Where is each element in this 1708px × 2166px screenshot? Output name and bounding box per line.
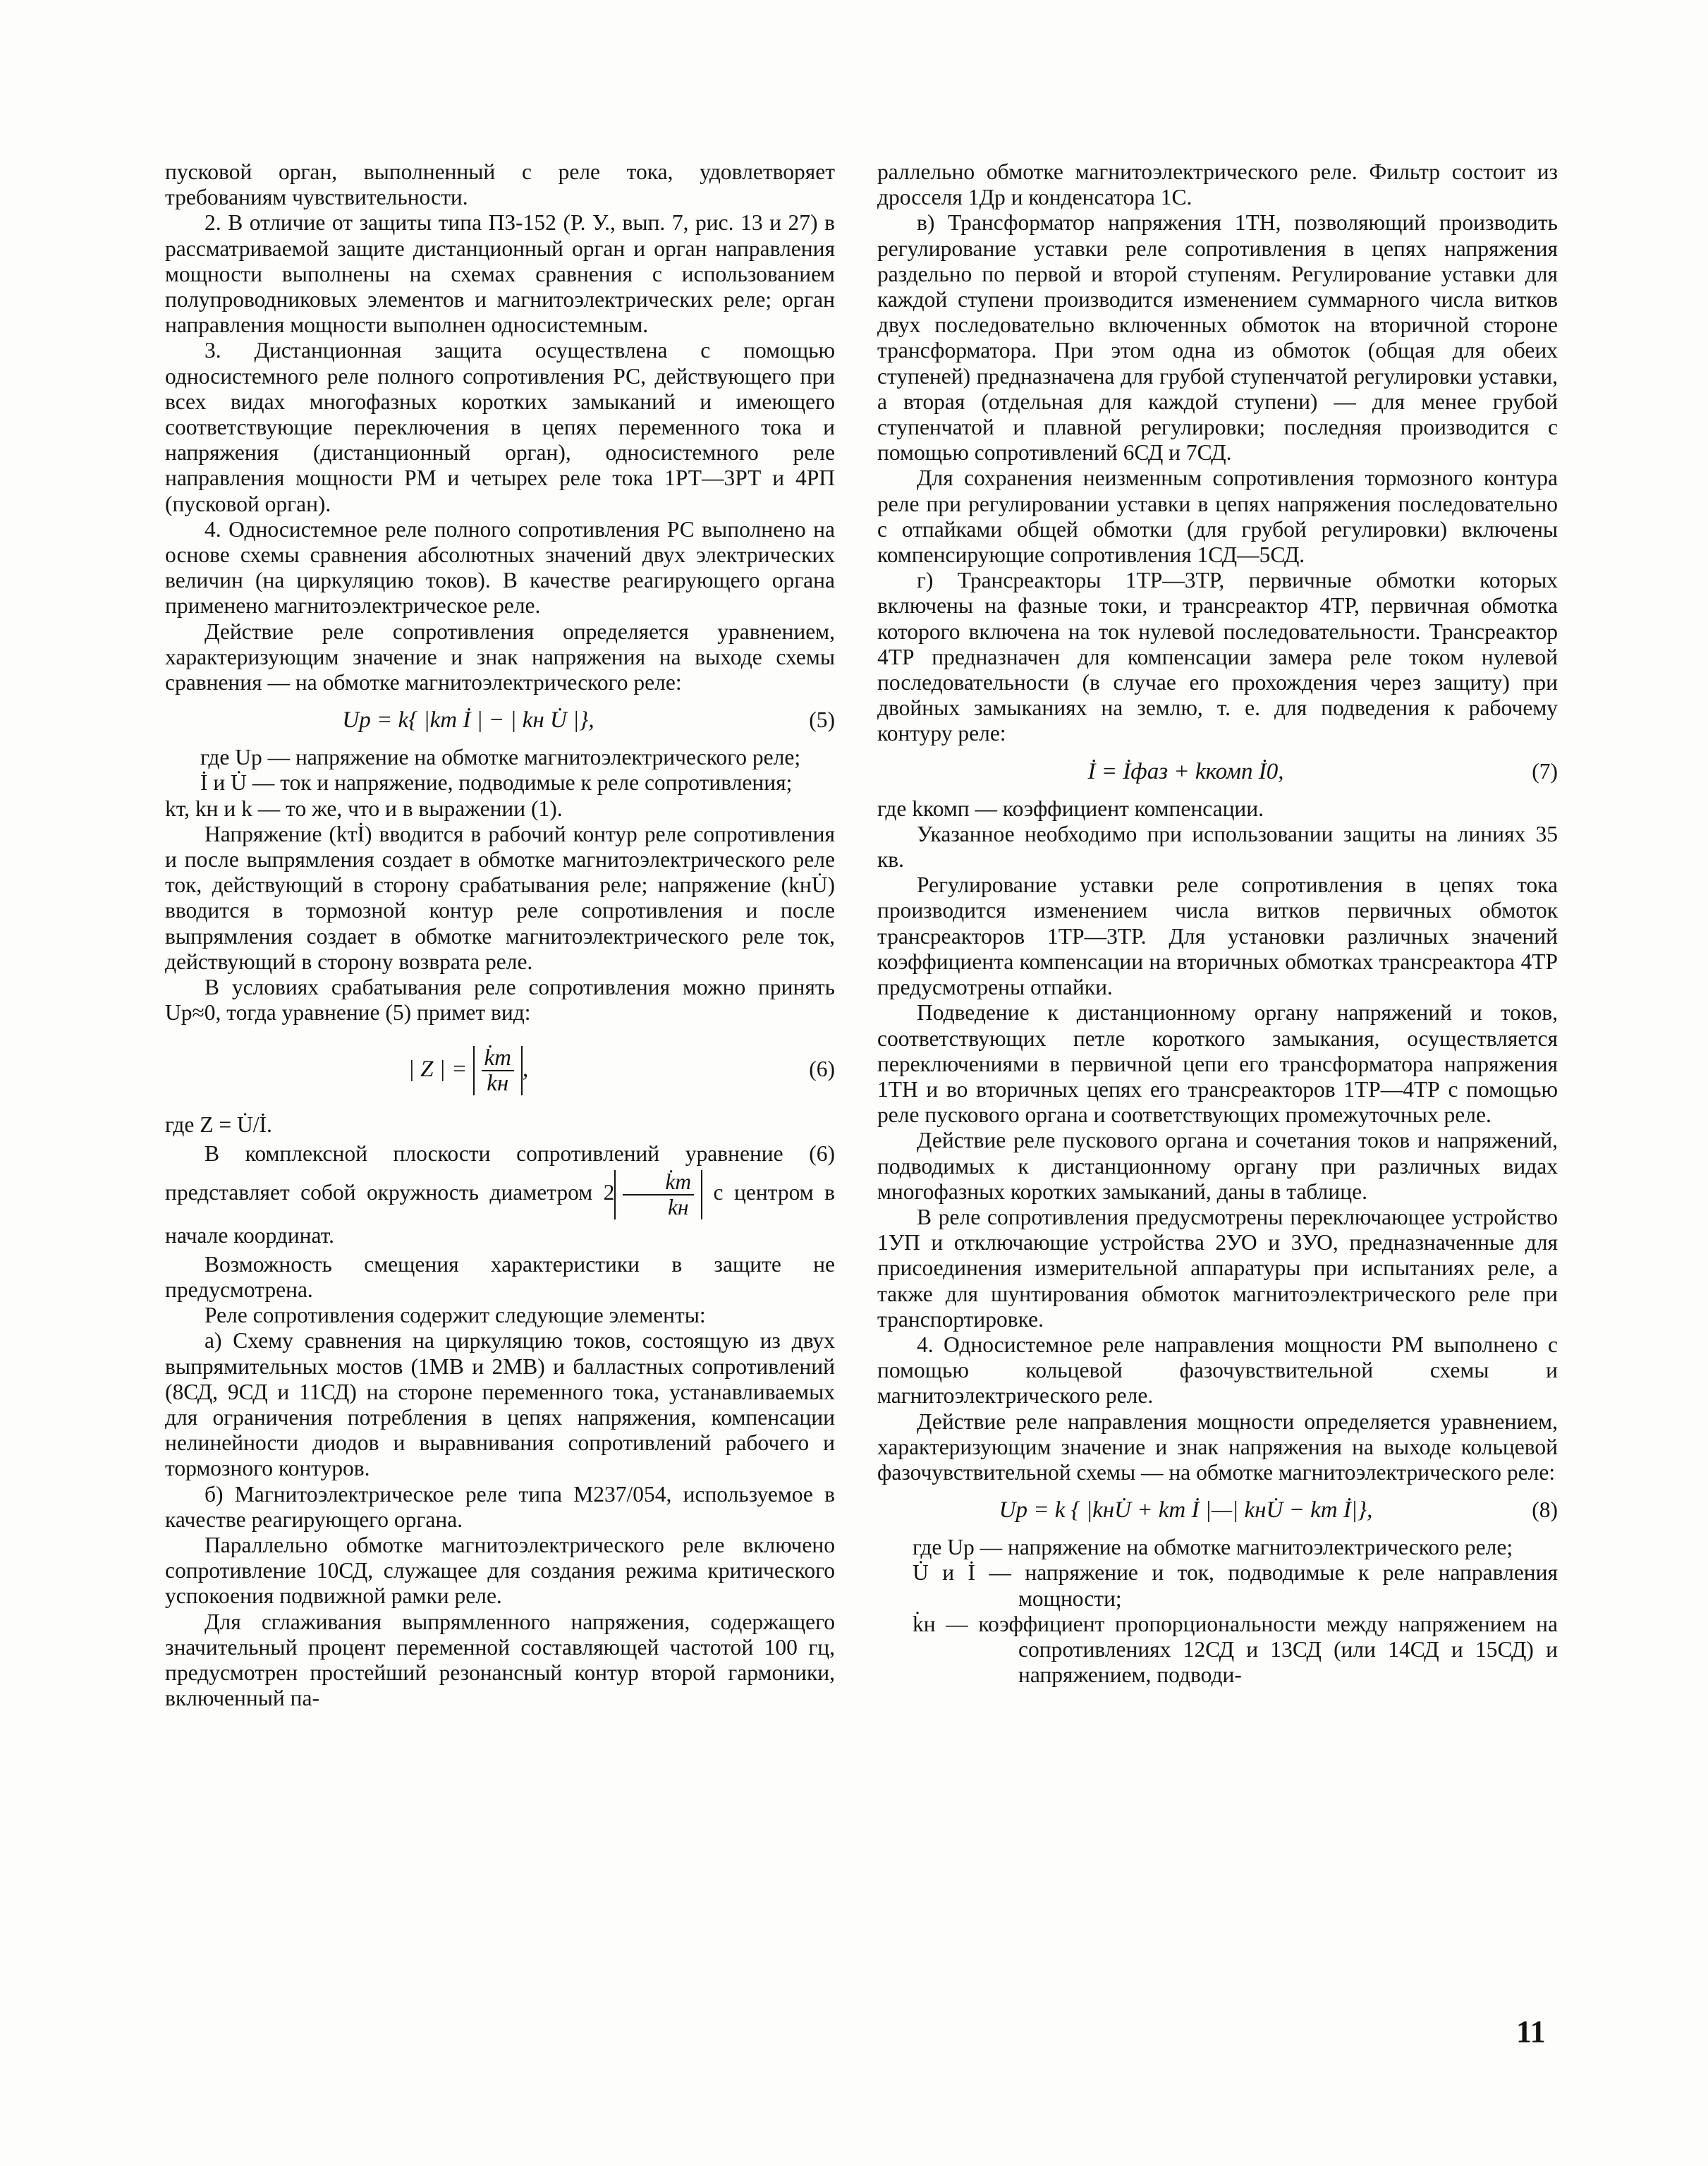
paragraph: б) Магнитоэлектрическое реле типа М237/054, используемое в качестве реагирующего органа. (165, 1481, 835, 1532)
paragraph: г) Трансреакторы 1ТР—3ТР, первичные обмотки которых включены на фазные токи, и трансреактор 4ТР, первичная обмотка которого включена на ток нулевой последовательности. Трансреактор 4ТР предназначен для компенсации замера реле током нулевой последовательности (в случае его прохождения через защиту) при двойных замыканиях на землю, т. е. для подведения к рабочему контуру реле: (877, 568, 1558, 746)
definition: kт, kн и k — то же, что и в выражении (1). (165, 796, 563, 821)
equation-number: (5) (809, 707, 835, 733)
equation-6 (165, 1030, 835, 1108)
equation-7 (877, 751, 1558, 792)
definition: İ и U̇ — ток и напряжение, подводимые к реле сопротивления; (200, 770, 793, 796)
paragraph: Реле сопротивления содержит следующие элементы: (205, 1303, 706, 1328)
text-run: В комплексной плоскости сопротивлений уравнение (6) представляет собой окружность диаметром 2 (165, 1140, 835, 1205)
right-column (877, 159, 1558, 1688)
paragraph: Для сглаживания выпрямленного напряжения, содержащего значительный процент переменной составляющей частотой 100 гц, предусмотрен простейший резонансный контур второй гармоники, включенный па- (165, 1609, 835, 1711)
definition: где kкомп — коэффициент компенсации. (877, 796, 1264, 821)
paragraph: в) Трансформатор напряжения 1ТН, позволяющий производить регулирование уставки реле сопротивления в цепях напряжения раздельно по первой и второй ступеням. Регулирование уставки для каждой ступени производится изменением суммарного числа витков двух последовательно включенных обмоток на вторичной стороне трансформатора. При этом одна из обмоток (общая для обеих ступеней) предназначена для грубой ступенчатой регулировки уставки, а вторая (отдельная для каждой ступени) — для менее грубой ступенчатой и плавной регулировки; последняя производится с помощью сопротивлений 6СД и 7СД. (877, 210, 1558, 466)
paragraph: В условиях срабатывания реле сопротивления можно принять Uр≈0, тогда уравнение (5) примет вид: (165, 975, 835, 1026)
text-run: с центром в начале координат. (165, 1179, 835, 1248)
paragraph: 3. Дистанционная защита осуществлена с помощью односистемного реле полного сопротивления РС, действующего при всех видах многофазных коротких замыканий и имеющего соответствующие переключения в цепях переменного тока и напряжения (дистанционный орган), односистемного реле направления мощности РМ и четырех реле тока 1РТ—3РТ и 4РП (пусковой орган). (165, 338, 835, 516)
definition: где Uр — напряжение на обмотке магнитоэлектрического реле; (913, 1535, 1513, 1560)
equation-number: (6) (809, 1056, 835, 1081)
paragraph: 2. В отличие от защиты типа ПЗ-152 (Р. У., вып. 7, рис. 13 и 27) в рассматриваемой защите дистанционный орган и орган направления мощности выполнены на схемах сравнения с использованием полупроводниковых элементов и магнитоэлектрических реле; орган направления мощности выполнен односистемным. (165, 210, 835, 338)
fraction-numerator: k̇т (482, 1046, 514, 1071)
paragraph: раллельно обмотке магнитоэлектрического реле. Фильтр состоит из дросселя 1Др и конденсатора 1С. (877, 159, 1558, 210)
definition: где Uр — напряжение на обмотке магнитоэлектрического реле; (200, 745, 801, 770)
equation-number: (8) (1532, 1497, 1558, 1523)
paragraph: Напряжение (kтİ) вводится в рабочий контур реле сопротивления и после выпрямления создает в обмотке магнитоэлектрического реле ток, действующий в сторону срабатывания реле; напряжение (kнU̇) вводится в тормозной контур реле сопротивления и после выпрямления создает в обмотке магнитоэлектрического реле ток, действующий в сторону возврата реле. (165, 821, 835, 974)
paragraph: Для сохранения неизменным сопротивления тормозного контура реле при регулировании уставки в цепях напряжения последовательно с отпайками общей обмотки (для грубой регулировки) включены компенсирующие сопротивления 1СД—5СД. (877, 466, 1558, 568)
paragraph: а) Схему сравнения на циркуляцию токов, состоящую из двух выпрямительных мостов (1МВ и 2МВ) и балластных сопротивлений (8СД, 9СД и 11СД) на стороне переменного тока, устанавливаемых для ограничения потребления в цепях напряжения, компенсации нелинейности диодов и выравнивания сопротивлений рабочего и тормозного контуров. (165, 1328, 835, 1481)
equation-formula: Uр = k { |kнU̇ + kт İ |—| kнU̇ − kт İ|}, (999, 1497, 1373, 1523)
left-column (165, 159, 835, 1711)
paragraph: пусковой орган, выполненный с реле тока, удовлетворяет требованиям чувствительности. (165, 159, 835, 210)
paragraph: 4. Односистемное реле направления мощности РМ выполнено с помощью кольцевой фазочувствительной схемы и магнитоэлектрического реле. (877, 1332, 1558, 1408)
page-number: 11 (1516, 2014, 1546, 2049)
fraction (614, 1170, 702, 1219)
paragraph: Возможность смещения характеристики в защите не предусмотрена. (165, 1251, 835, 1302)
paragraph (165, 1138, 835, 1252)
fraction-numerator: k̇т (623, 1170, 694, 1195)
fraction-denominator: kн (487, 1070, 509, 1096)
equation-8 (877, 1490, 1558, 1531)
equation-formula: Uр = k{ |kт İ | − | kн U̇ |}, (342, 707, 594, 734)
paragraph: 4. Односистемное реле полного сопротивления РС выполнено на основе схемы сравнения абсолютных значений двух электрических величин (на циркуляцию токов). В качестве реагирующего органа применено магнитоэлектрическое реле. (165, 516, 835, 619)
equation-number: (7) (1532, 758, 1558, 784)
equation-5 (165, 700, 835, 741)
paragraph: В реле сопротивления предусмотрены переключающее устройство 1УП и отключающие устройства 2УО и 3УО, предназначенные для присоединения измерительной аппаратуры при испытаниях реле, а также для шунтирования обмоток магнитоэлектрического реле при транспортировке. (877, 1204, 1558, 1332)
equation-lhs: | Z | = (408, 1056, 468, 1082)
definition: k̇н — коэффициент пропорциональности между напряжением на сопротивлениях 12СД и 13СД (или 14СД и 15СД) и напряжением, подводи- (913, 1611, 1558, 1688)
equation-formula: | Z | = $\frac{k̇т}{kн}$ , (408, 1045, 529, 1096)
paragraph: Действие реле пускового органа и сочетания токов и напряжений, подводимых к дистанционному органу при различных видах многофазных коротких замыканий, даны в таблице. (877, 1128, 1558, 1204)
paragraph: Указанное необходимо при использовании защиты на линиях 35 кв. (877, 821, 1558, 872)
paragraph: Действие реле сопротивления определяется уравнением, характеризующим значение и знак напряжения на выходе схемы сравнения — на обмотке магнитоэлектрического реле: (165, 619, 835, 695)
equation-formula: İ = İфаз + kкомп İ0, (1087, 758, 1284, 784)
paragraph: Подведение к дистанционному органу напряжений и токов, соответствующих петле короткого замыкания, осуществляется переключениями в первичной цепи его трансформатора напряжения 1ТН и во вторичных цепях его трансреакторов 1ТР—4ТР с помощью реле пускового органа и соответствующих промежуточных реле. (877, 1000, 1558, 1128)
definition: U̇ и İ — напряжение и ток, подводимые к реле направления мощности; (913, 1560, 1558, 1611)
paragraph: Действие реле направления мощности определяется уравнением, характеризующим значение и знак напряжения на выходе кольцевой фазочувствительной схемы — на обмотке магнитоэлектрического реле: (877, 1408, 1558, 1485)
definition: где Z = U̇/İ. (165, 1112, 272, 1137)
paragraph: Регулирование уставки реле сопротивления в цепях тока производится изменением числа витков первичных обмоток трансреакторов 1ТР—3ТР. Для установки различных значений коэффициента компенсации на вторичных обмотках трансреактора 4ТР предусмотрены отпайки. (877, 872, 1558, 1000)
fraction-denominator: kн (667, 1194, 689, 1219)
fraction (473, 1046, 523, 1095)
paragraph: Параллельно обмотке магнитоэлектрического реле включено сопротивление 10СД, служащее для создания режима критического успокоения подвижной рамки реле. (165, 1532, 835, 1609)
